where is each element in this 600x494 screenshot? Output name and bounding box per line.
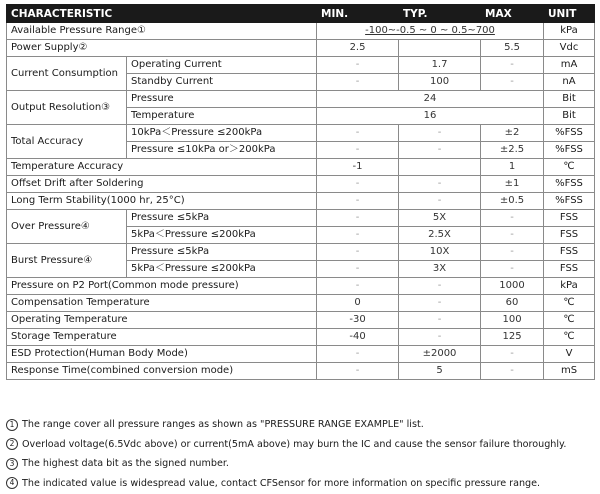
- row-unit: Vdc: [544, 40, 595, 57]
- row-typ: 5: [399, 363, 481, 380]
- row-typ: 3X: [399, 261, 481, 278]
- row-value: 16: [317, 108, 544, 125]
- footnotes: [6, 415, 594, 493]
- row-min: -1: [317, 159, 399, 176]
- row-unit: nA: [544, 74, 595, 91]
- row-sub: Operating Current: [127, 57, 317, 74]
- row-sub: 5kPa＜Pressure ≤200kPa: [127, 227, 317, 244]
- row-min: -: [317, 346, 399, 363]
- row-min: -: [317, 176, 399, 193]
- row-name: Total Accuracy: [7, 125, 127, 159]
- row-min: -: [317, 244, 399, 261]
- row-unit: Bit: [544, 91, 595, 108]
- table-row: [7, 23, 595, 40]
- row-name: Storage Temperature: [7, 329, 317, 346]
- row-unit: mS: [544, 363, 595, 380]
- row-min: -40: [317, 329, 399, 346]
- row-name: Available Pressure Range①: [7, 23, 317, 40]
- row-typ: -: [399, 312, 481, 329]
- row-typ: -: [399, 193, 481, 210]
- table-row: [7, 295, 595, 312]
- row-min: -: [317, 142, 399, 159]
- row-max: 5.5: [481, 40, 544, 57]
- row-unit: %FSS: [544, 176, 595, 193]
- header-characteristic: CHARACTERISTIC: [7, 5, 317, 23]
- row-name: Over Pressure④: [7, 210, 127, 244]
- row-sub: Pressure: [127, 91, 317, 108]
- header-unit: UNIT: [544, 5, 595, 23]
- row-max: ±2: [481, 125, 544, 142]
- row-name: Current Consumption: [7, 57, 127, 91]
- characteristics-table: [6, 4, 595, 380]
- row-typ: 100: [399, 74, 481, 91]
- row-typ: [399, 159, 481, 176]
- header-min: MIN.: [317, 5, 399, 23]
- row-max: 125: [481, 329, 544, 346]
- row-sub: Temperature: [127, 108, 317, 125]
- row-max: -: [481, 346, 544, 363]
- row-name: Operating Temperature: [7, 312, 317, 329]
- row-name: Output Resolution③: [7, 91, 127, 125]
- row-max: ±2.5: [481, 142, 544, 159]
- row-max: -: [481, 363, 544, 380]
- row-unit: %FSS: [544, 125, 595, 142]
- row-unit: mA: [544, 57, 595, 74]
- row-name: Power Supply②: [7, 40, 317, 57]
- row-unit: ℃: [544, 295, 595, 312]
- footnote-number-icon: 3: [6, 458, 18, 470]
- table-row: [7, 329, 595, 346]
- footnote-text: The range cover all pressure ranges as shown as "PRESSURE RANGE EXAMPLE" list.: [22, 419, 424, 430]
- row-max: 1000: [481, 278, 544, 295]
- table-header-row: [7, 5, 595, 23]
- footnote-text: The indicated value is widespread value, contact CFSensor for more information on specific pressure range.: [22, 477, 541, 489]
- row-min: -: [317, 278, 399, 295]
- table-row: [7, 176, 595, 193]
- row-name: Offset Drift after Soldering: [7, 176, 317, 193]
- row-sub: 5kPa＜Pressure ≤200kPa: [127, 261, 317, 278]
- row-name: Temperature Accuracy: [7, 159, 317, 176]
- row-unit: kPa: [544, 278, 595, 295]
- row-max: ±0.5: [481, 193, 544, 210]
- footnote: [6, 454, 594, 474]
- table-row: [7, 91, 595, 108]
- row-min: 2.5: [317, 40, 399, 57]
- row-max: 60: [481, 295, 544, 312]
- row-typ: [399, 40, 481, 57]
- row-max: -: [481, 244, 544, 261]
- footnote: [6, 474, 594, 494]
- row-unit: ℃: [544, 312, 595, 329]
- table-row: [7, 346, 595, 363]
- footnote-number-icon: 4: [6, 477, 18, 489]
- row-name: Response Time(combined conversion mode): [7, 363, 317, 380]
- footnote: [6, 435, 594, 455]
- footnote-text: The highest data bit as the signed number.: [22, 458, 229, 469]
- row-typ: -: [399, 278, 481, 295]
- row-min: -: [317, 261, 399, 278]
- row-min: -: [317, 74, 399, 91]
- row-unit: FSS: [544, 227, 595, 244]
- header-typ: TYP.: [399, 5, 481, 23]
- row-unit: ℃: [544, 329, 595, 346]
- row-typ: ±2000: [399, 346, 481, 363]
- row-max: -: [481, 57, 544, 74]
- row-typ: 5X: [399, 210, 481, 227]
- row-min: -: [317, 363, 399, 380]
- table-row: [7, 40, 595, 57]
- header-max: MAX: [481, 5, 544, 23]
- row-unit: FSS: [544, 210, 595, 227]
- row-name: Pressure on P2 Port(Common mode pressure): [7, 278, 317, 295]
- row-sub: Pressure ≤5kPa: [127, 244, 317, 261]
- table-row: [7, 57, 595, 74]
- table-row: [7, 312, 595, 329]
- footnote-number-icon: 2: [6, 438, 18, 450]
- footnote: [6, 415, 594, 435]
- row-name: Long Term Stability(1000 hr, 25°C): [7, 193, 317, 210]
- table-row: [7, 210, 595, 227]
- footnote-number-icon: 1: [6, 419, 18, 431]
- row-name: Burst Pressure④: [7, 244, 127, 278]
- row-unit: V: [544, 346, 595, 363]
- row-unit: %FSS: [544, 142, 595, 159]
- row-sub: 10kPa＜Pressure ≤200kPa: [127, 125, 317, 142]
- table-row: [7, 125, 595, 142]
- row-name: Compensation Temperature: [7, 295, 317, 312]
- row-unit: FSS: [544, 261, 595, 278]
- row-name: ESD Protection(Human Body Mode): [7, 346, 317, 363]
- row-unit: kPa: [544, 23, 595, 40]
- row-max: 100: [481, 312, 544, 329]
- row-typ: 1.7: [399, 57, 481, 74]
- row-typ: -: [399, 295, 481, 312]
- row-sub: Standby Current: [127, 74, 317, 91]
- range-text: -100~-0.5 ~ 0 ~ 0.5~700: [365, 25, 495, 36]
- pressure-range-value: [317, 23, 544, 40]
- row-min: -: [317, 125, 399, 142]
- row-max: -: [481, 261, 544, 278]
- row-max: ±1: [481, 176, 544, 193]
- row-typ: 2.5X: [399, 227, 481, 244]
- row-value: 24: [317, 91, 544, 108]
- table-row: [7, 244, 595, 261]
- row-max: -: [481, 210, 544, 227]
- row-unit: Bit: [544, 108, 595, 125]
- row-sub: Pressure ≤5kPa: [127, 210, 317, 227]
- table-row: [7, 159, 595, 176]
- row-min: -: [317, 193, 399, 210]
- row-typ: -: [399, 329, 481, 346]
- row-typ: 10X: [399, 244, 481, 261]
- row-min: -30: [317, 312, 399, 329]
- row-min: 0: [317, 295, 399, 312]
- row-min: -: [317, 227, 399, 244]
- row-unit: %FSS: [544, 193, 595, 210]
- row-max: -: [481, 227, 544, 244]
- row-unit: ℃: [544, 159, 595, 176]
- row-typ: -: [399, 176, 481, 193]
- table-row: [7, 193, 595, 210]
- row-min: -: [317, 210, 399, 227]
- table-row: [7, 363, 595, 380]
- footnote-text: Overload voltage(6.5Vdc above) or current(5mA above) may burn the IC and cause the sensor failure thoroughly.: [22, 438, 567, 450]
- row-min: -: [317, 57, 399, 74]
- row-sub: Pressure ≤10kPa or＞200kPa: [127, 142, 317, 159]
- row-max: 1: [481, 159, 544, 176]
- row-typ: -: [399, 125, 481, 142]
- row-max: -: [481, 74, 544, 91]
- row-typ: -: [399, 142, 481, 159]
- row-unit: FSS: [544, 244, 595, 261]
- table-row: [7, 278, 595, 295]
